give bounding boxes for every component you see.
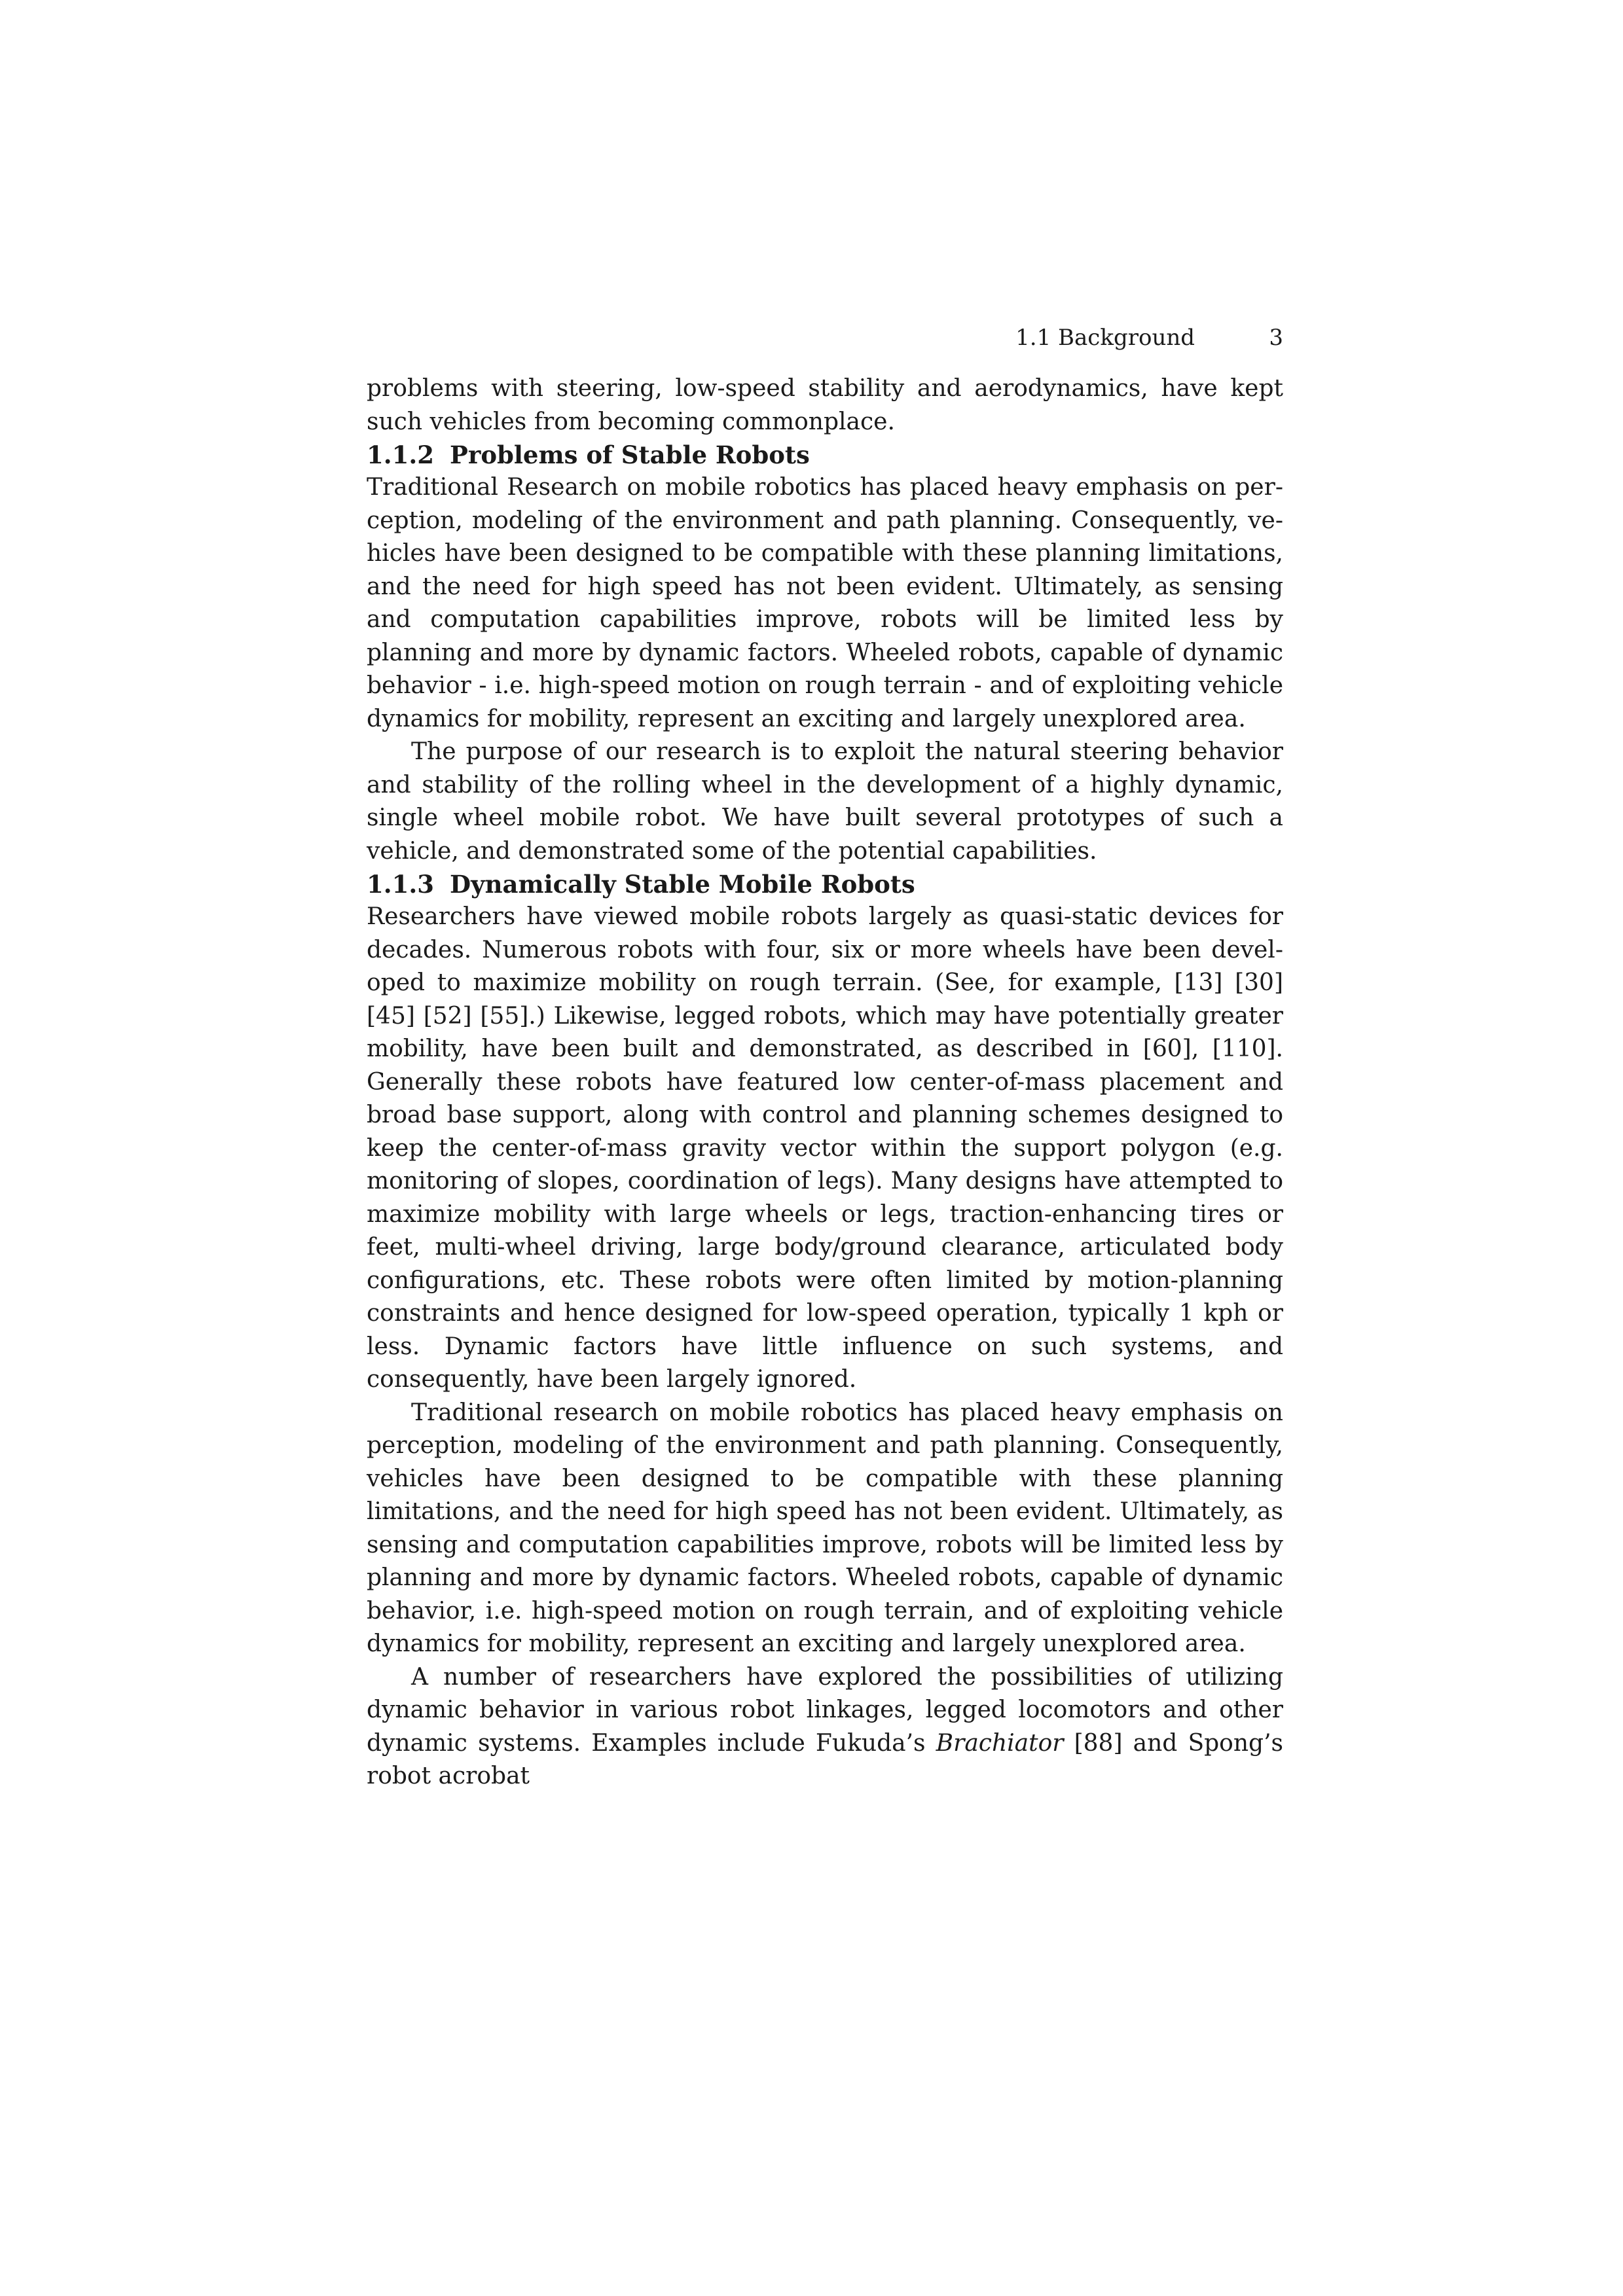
paragraph: Traditional research on mobile robotics has placed heavy emphasis on perception, modeling of the environment and path planning. Consequently, vehicles have been designed to be compatible with these planning limitations, and the need for high speed has not been evident. Ultimately, as sensing and computation capabilities improve, robots will be limited less by planning and more by dynamic factors. Wheeled robots, capable of dynamic behavior, i.e. high-speed motion on rough terrain, and of exploiting vehicle dynamics for mobility, represent an exciting and largely unexplored area. <box>367 1399 1283 1657</box>
running-header-section: 1.1 Background <box>1015 325 1195 351</box>
running-header <box>367 319 1283 356</box>
page-number: 3 <box>1269 325 1283 351</box>
section-number: 1.1.3 <box>367 870 434 899</box>
section-title: Problems of Stable Robots <box>450 440 810 469</box>
section-title: Dynamically Stable Mobile Robots <box>450 870 915 899</box>
section-number: 1.1.2 <box>367 440 434 469</box>
document-page <box>367 319 1283 1793</box>
paragraph: Researchers have viewed mobile robots largely as quasi-static devices for decades. Numerous robots with four, six or more wheels have been developed to maximize mobility on rough terrain. (See, for example, [13] [30] [45] [52] [55].) Likewise, legged robots, which may have potentially greater mobility, have been built and demonstrated, as described in [60], [110]. Generally these robots have featured low center-of-mass placement and broad base support, along with control and planning schemes designed to keep the center-of-mass gravity vector within the support polygon (e.g. monitoring of slopes, coordination of legs). Many designs have attempted to maximize mobility with large wheels or legs, traction-enhancing tires or feet, multi-wheel driving, large body/ground clearance, articulated body configurations, etc. These robots were often limited by motion-planning constraints and hence designed for low-speed operation, typically 1 kph or less. Dynamic factors have little influence on such systems, and consequently, have been largely ignored. <box>367 903 1283 1393</box>
paragraph-text: [88] and Spong’s robot acrobat <box>367 1729 1283 1789</box>
continued-paragraph: problems with steering, low-speed stability and aerodynamics, have kept such vehicles from becoming commonplace. <box>367 375 1283 435</box>
italic-term: Brachiator <box>936 1729 1064 1757</box>
section-heading-1-1-2 <box>367 439 1283 471</box>
paragraph: Traditional Research on mobile robotics has placed heavy emphasis on perception, modeling of the environment and path planning. Consequently, vehicles have been designed to be compatible with these planning limitations, and the need for high speed has not been evident. Ultimately, as sensing and computation capabilities improve, robots will be limited less by planning and more by dynamic factors. Wheeled robots, capable of dynamic behavior - i.e. high-speed motion on rough terrain - and of exploiting vehicle dynamics for mobility, represent an exciting and largely unexplored area. <box>367 474 1283 732</box>
paragraph-text: A number of researchers have explored the possibilities of utilizing dynamic behavior in various robot linkages, legged locomotors and other dynamic systems. Examples include Fukuda’s <box>367 1663 1283 1757</box>
section-heading-1-1-3 <box>367 868 1283 901</box>
paragraph <box>367 1661 1283 1793</box>
paragraph: The purpose of our research is to exploit the natural steering behavior and stability of the rolling wheel in the development of a highly dynamic, single wheel mobile robot. We have built several prototypes of such a vehicle, and demonstrated some of the potential capabilities. <box>367 738 1283 865</box>
